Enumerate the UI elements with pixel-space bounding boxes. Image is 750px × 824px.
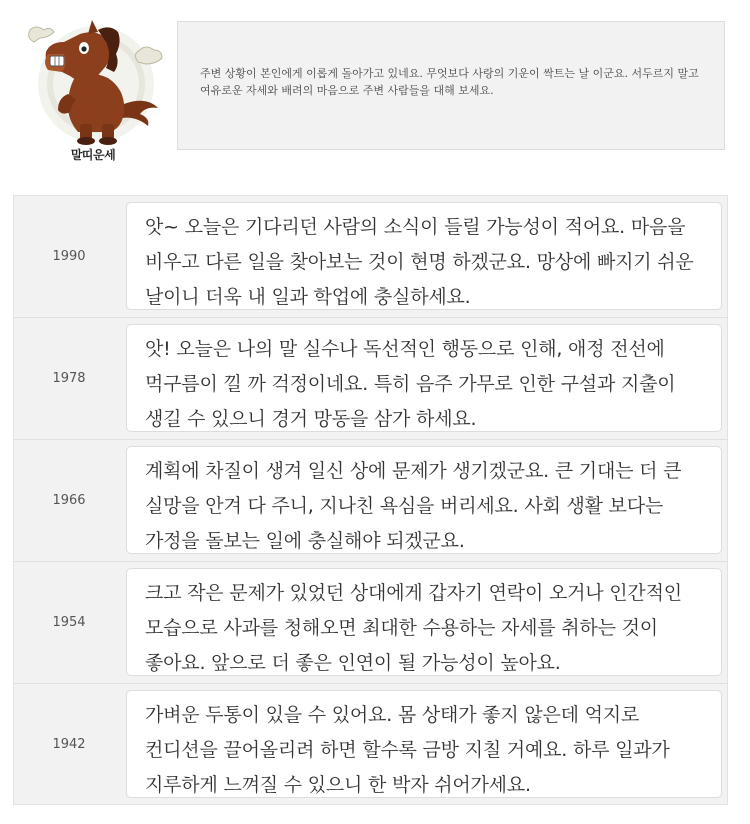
fortune-row xyxy=(14,317,727,439)
horse-mascot-icon xyxy=(18,14,168,149)
fortune-text: 가벼운 두통이 있을 수 있어요. 몸 상태가 좋지 않은데 억지로 컨디션을 끌어올리려 하면 할수록 금방 지칠 거예요. 하루 일과가 지루하게 느껴질 수 있으니 한 박자 쉬어가세요. xyxy=(126,690,722,798)
birth-year: 1966 xyxy=(52,493,86,508)
fortune-text: 크고 작은 문제가 있었던 상대에게 갑자기 연락이 오거나 인간적인 모습으로 사과를 청해오면 최대한 수용하는 자세를 취하는 것이 좋아요. 앞으로 더 좋은 인연이 될 가능성이 높아요. xyxy=(126,568,722,676)
fortune-row xyxy=(14,683,727,805)
fortune-row xyxy=(14,196,727,317)
birth-year: 1942 xyxy=(52,737,86,752)
fortune-text: 앗! 오늘은 나의 말 실수나 독선적인 행동으로 인해, 애정 전선에 먹구름이 낄 까 걱정이네요. 특히 음주 가무로 인한 구설과 지출이 생길 수 있으니 경거 망동을 삼가 하세요. xyxy=(126,324,722,432)
fortune-row xyxy=(14,439,727,561)
birth-year: 1978 xyxy=(52,371,86,386)
fortune-text: 계획에 차질이 생겨 일신 상에 문제가 생기겠군요. 큰 기대는 더 큰 실망을 안겨 다 주니, 지나친 욕심을 버리세요. 사회 생활 보다는 가정을 돌보는 일에 충실해야 되겠군요. xyxy=(126,446,722,554)
fortune-row xyxy=(14,561,727,683)
fortune-text: 앗~ 오늘은 기다리던 사람의 소식이 들릴 가능성이 적어요. 마음을 비우고 다른 일을 찾아보는 것이 현명 하겠군요. 망상에 빠지기 쉬운 날이니 더욱 내 일과 학업에 충실하세요. xyxy=(126,202,722,310)
mascot-label: 말띠운세 xyxy=(70,148,116,162)
birth-year: 1990 xyxy=(52,249,86,264)
fortune-table xyxy=(13,195,728,805)
summary-text: 주변 상황이 본인에게 이롭게 돌아가고 있네요. 무엇보다 사랑의 기운이 싹트는 날 이군요. 서두르지 말고 여유로운 자세와 배려의 마음으로 주변 사람들을 대해 보세요. xyxy=(200,67,699,97)
summary-box xyxy=(177,21,725,150)
birth-year: 1954 xyxy=(52,615,86,630)
horse-mascot xyxy=(18,14,168,164)
